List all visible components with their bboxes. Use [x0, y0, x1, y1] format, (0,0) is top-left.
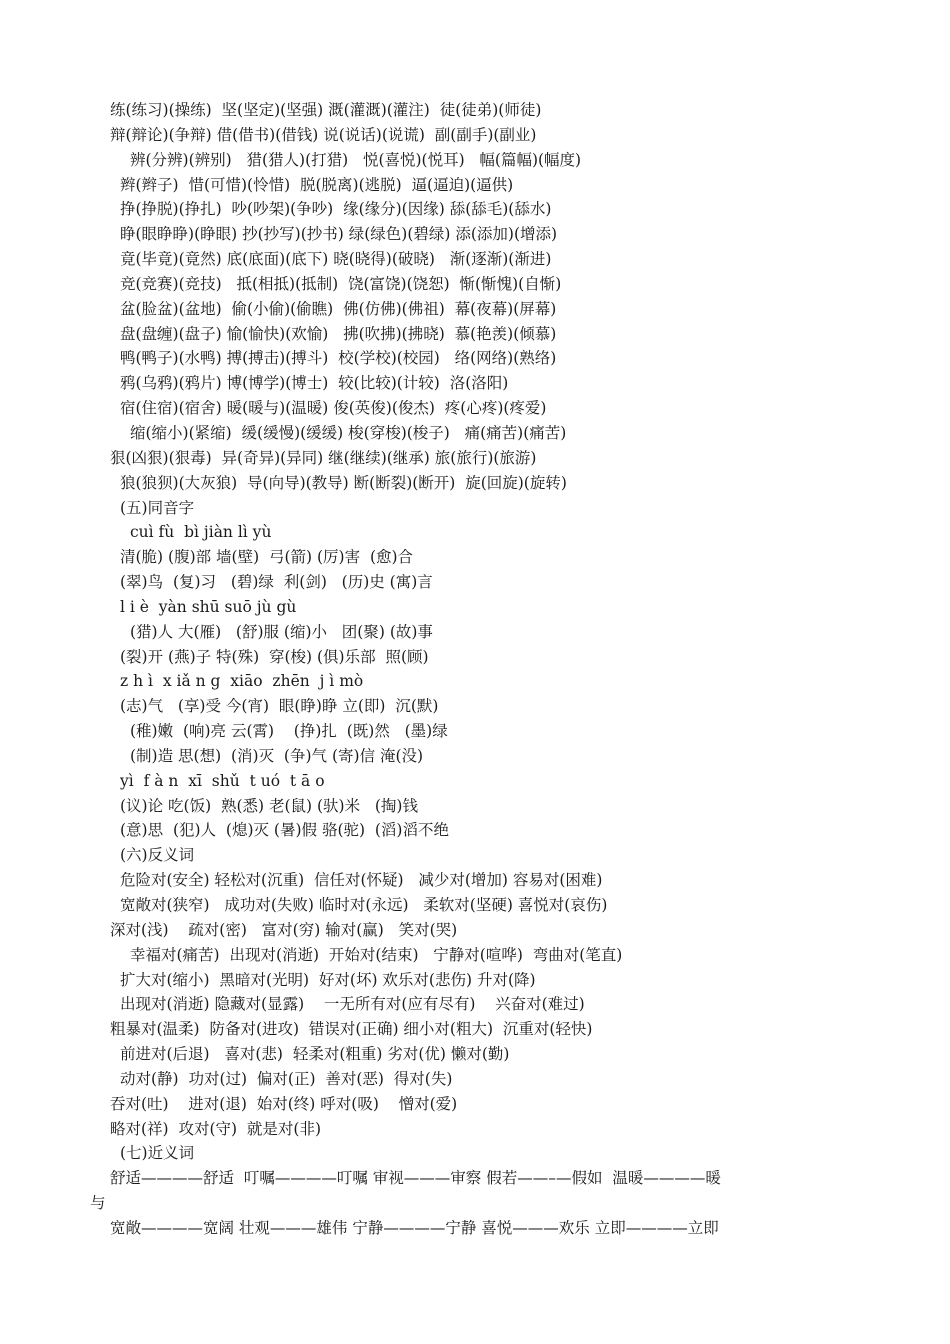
text-line: 辫(辫子) 惜(可惜)(怜惜) 脱(脱离)(逃脱) 逼(逼迫)(逼供)	[120, 175, 514, 194]
text-line: 狼(狼狈)(大灰狼) 导(向导)(教导) 断(断裂)(断开) 旋(回旋)(旋转)	[120, 473, 567, 492]
text-line: (议)论 吃(饭) 熟(悉) 老(鼠) (驮)米 (掏)钱	[120, 796, 418, 815]
text-line: 辩(辩论)(争辩) 借(借书)(借钱) 说(说话)(说谎) 副(副手)(副业)	[110, 125, 537, 144]
text-line: 鸦(乌鸦)(鸦片) 博(博学)(博士) 较(比较)(计较) 洛(洛阳)	[120, 374, 509, 393]
text-line: 练(练习)(操练) 坚(坚定)(坚强) 溉(灌溉)(灌注) 徒(徒弟)(师徒)	[110, 101, 542, 119]
text-line: 宽敞————宽阔 壮观———雄伟 宁静————宁静 喜悦———欢乐 立即————立即	[110, 1218, 719, 1237]
text-line: 睁(眼睁睁)(睁眼) 抄(抄写)(抄书) 绿(绿色)(碧绿) 添(添加)(增添)	[120, 225, 558, 244]
text-line: (翠)鸟 (复)习 (碧)绿 利(剑) (历)史 (寓)言	[120, 573, 433, 592]
text-line: 略对(祥) 攻对(守) 就是对(非)	[110, 1119, 321, 1138]
text-line: (裂)开 (燕)子 特(殊) 穿(梭) (俱)乐部 照(顾)	[120, 647, 429, 666]
text-line: (猎)人 大(雁) (舒)服 (缩)小 团(聚) (故)事	[130, 622, 433, 641]
text-line: 缩(缩小)(紧缩) 缓(缓慢)(缓缓) 梭(穿梭)(梭子) 痛(痛苦)(痛苦)	[130, 423, 567, 442]
text-line: 深对(浅) 疏对(密) 富对(穷) 输对(赢) 笑对(哭)	[110, 920, 458, 939]
text-line: 盘(盘缠)(盘子) 愉(愉快)(欢愉) 拂(吹拂)(拂晓) 慕(艳羡)(倾慕)	[120, 324, 557, 343]
text-line: 出现对(消逝) 隐藏对(显露) 一无所有对(应有尽有) 兴奋对(难过)	[120, 995, 585, 1014]
pinyin-line: l i è yàn shū suō jù gù	[120, 597, 297, 616]
text-line: 宿(住宿)(宿舍) 暖(暖与)(温暖) 俊(英俊)(俊杰) 疼(心疼)(疼爱)	[120, 399, 547, 418]
text-line: (制)造 思(想) (消)灭 (争)气 (寄)信 淹(没)	[130, 746, 424, 765]
text-body	[0, 98, 950, 1241]
text-line: 挣(挣脱)(挣扎) 吵(吵架)(争吵) 缘(缘分)(因缘) 舔(舔毛)(舔水)	[120, 200, 552, 219]
text-line: 危险对(安全) 轻松对(沉重) 信任对(怀疑) 减少对(增加) 容易对(困难)	[120, 871, 603, 890]
text-line: (意)思 (犯)人 (熄)灭 (暑)假 骆(驼) (滔)滔不绝	[120, 821, 449, 840]
text-line: 动对(静) 功对(过) 偏对(正) 善对(恶) 得对(失)	[120, 1069, 453, 1088]
text-line: 竞(竞赛)(竞技) 抵(相抵)(抵制) 饶(富饶)(饶恕) 惭(惭愧)(自惭)	[120, 274, 562, 293]
section-heading: (五)同音字	[120, 498, 195, 517]
text-line: (志)气 (享)受 今(宵) 眼(睁)睁 立(即) 沉(默)	[120, 697, 439, 716]
text-line: 竟(毕竟)(竟然) 底(底面)(底下) 晓(晓得)(破晓) 渐(逐渐)(渐进)	[120, 250, 552, 269]
section-heading: (六)反义词	[120, 846, 195, 865]
text-line: 前进对(后退) 喜对(悲) 轻柔对(粗重) 劣对(优) 懒对(勤)	[120, 1045, 510, 1064]
text-line: 鸭(鸭子)(水鸭) 搏(搏击)(搏斗) 校(学校)(校园) 络(网络)(熟络)	[120, 349, 557, 368]
text-line: (稚)嫩 (响)亮 云(霄) (挣)扎 (既)然 (墨)绿	[130, 722, 448, 741]
pinyin-line: cuì fù bì jiàn lì yù	[130, 523, 272, 542]
text-line: 盆(脸盆)(盆地) 偷(小偷)(偷瞧) 佛(仿佛)(佛祖) 幕(夜幕)(屏幕)	[120, 299, 557, 318]
pinyin-line: z h ì x iǎ n g xiāo zhēn j ì mò	[120, 672, 364, 691]
text-line: 扩大对(缩小) 黑暗对(光明) 好对(坏) 欢乐对(悲伤) 升对(降)	[120, 970, 536, 989]
text-line: 清(脆) (腹)部 墙(壁) 弓(箭) (厉)害 (愈)合	[120, 548, 414, 567]
text-line: 狠(凶狠)(狠毒) 异(奇异)(异同) 继(继续)(继承) 旅(旅行)(旅游)	[110, 448, 537, 467]
text-line: 辨(分辨)(辨别) 猎(猎人)(打猎) 悦(喜悦)(悦耳) 幅(篇幅)(幅度)	[130, 150, 582, 169]
pinyin-line: yì f à n xī shǔ t uó t ā o	[120, 771, 325, 790]
text-line: 与	[90, 1194, 106, 1213]
text-line: 粗暴对(温柔) 防备对(进攻) 错误对(正确) 细小对(粗大) 沉重对(轻快)	[110, 1020, 593, 1039]
section-heading: (七)近义词	[120, 1144, 195, 1163]
text-line: 幸福对(痛苦) 出现对(消逝) 开始对(结束) 宁静对(喧哗) 弯曲对(笔直)	[130, 945, 623, 964]
text-line: 舒适————舒适 叮嘱————叮嘱 审视———审察 假若——–—假如 温暖————暖	[110, 1169, 721, 1188]
text-line: 宽敞对(狭窄) 成功对(失败) 临时对(永远) 柔软对(坚硬) 喜悦对(哀伤)	[120, 896, 608, 914]
text-line: 吞对(吐) 进对(退) 始对(终) 呼对(吸) 憎对(爱)	[110, 1094, 458, 1113]
